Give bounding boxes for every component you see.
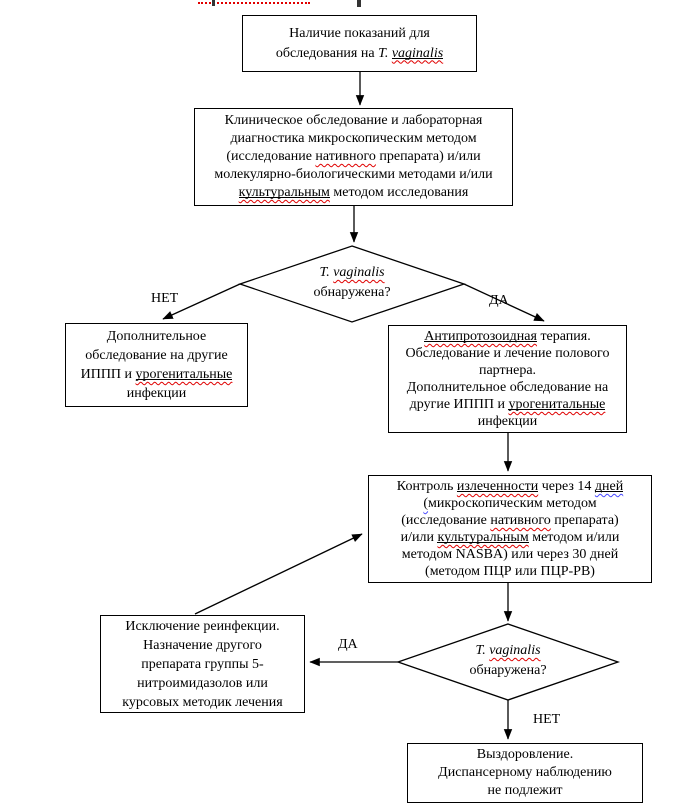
clipped-letter-fragment <box>357 0 361 7</box>
text-line <box>371 563 649 580</box>
text-segment: (методом ПЦР или ПЦР-РВ) <box>425 564 595 579</box>
text-segment: препарата) и/или <box>375 149 481 164</box>
underlined-term: культуральным <box>238 185 330 200</box>
grammar-flagged-word: дней <box>594 479 624 494</box>
text-line <box>391 328 624 345</box>
underlined-term: излеченности <box>456 479 539 494</box>
text-line <box>262 263 442 283</box>
text-segment: Наличие показаний для <box>289 25 430 41</box>
text-segment: (исследование <box>226 149 316 164</box>
text-line <box>68 327 245 346</box>
text-segment: методом NASBA) или через 30 дней <box>401 547 619 562</box>
text-line <box>68 365 245 384</box>
branch-label-yes: ДА <box>338 637 358 652</box>
text-line <box>410 764 640 782</box>
text-segment: методом и/или <box>528 530 620 545</box>
text-line <box>103 674 302 693</box>
reinfection-node <box>100 615 305 713</box>
text-line <box>371 495 649 512</box>
text-line <box>391 413 624 430</box>
text-line <box>391 345 624 362</box>
text-segment: нитроимидазолов или <box>137 675 268 691</box>
text-line <box>418 641 598 661</box>
text-segment: диагностика микроскопическим методом <box>230 131 477 146</box>
control-node <box>368 475 652 583</box>
text-line <box>262 283 442 303</box>
text-line <box>68 384 245 403</box>
text-segment: Дополнительное обследование на <box>406 380 609 395</box>
text-line <box>391 379 624 396</box>
underlined-term: урогенитальные <box>508 397 606 412</box>
text-segment: Обследование и лечение полового <box>405 346 610 361</box>
text-segment: и/или <box>400 530 438 545</box>
text-line <box>103 693 302 712</box>
underlined-term: Антипротозоидная <box>424 329 537 344</box>
decision1-text <box>262 263 442 303</box>
text-line <box>103 617 302 636</box>
species-abbrev: T. <box>475 643 490 658</box>
text-line <box>68 346 245 365</box>
control-node-text <box>369 478 651 580</box>
reinfection-node-text <box>101 617 304 712</box>
decision2-text <box>418 641 598 681</box>
species-abbrev: T. <box>319 265 334 280</box>
text-line <box>197 148 510 166</box>
text-segment: ИППП и <box>80 367 136 382</box>
text-segment: Диспансерному наблюдению <box>438 765 612 780</box>
text-segment: препарата группы 5- <box>141 656 264 672</box>
branch-label-no: НЕТ <box>533 712 561 727</box>
recovery-node <box>407 743 643 803</box>
negative-node-text <box>66 327 247 403</box>
species-name: vaginalis <box>489 643 541 658</box>
text-segment: методом исследования <box>329 185 469 200</box>
text-segment: Исключение реинфекции. <box>125 618 280 634</box>
text-line <box>410 746 640 764</box>
text-line <box>371 512 649 529</box>
exam-node-text <box>195 112 512 202</box>
recovery-node-text <box>408 746 642 800</box>
misspelled-word: нативного <box>315 149 376 164</box>
text-line <box>103 636 302 655</box>
text-segment: (исследование <box>401 513 491 528</box>
text-line <box>410 782 640 800</box>
text-segment: обследование на другие <box>85 348 228 363</box>
text-segment: обнаружена? <box>469 663 547 678</box>
branch-label-yes: ДА <box>489 293 509 308</box>
underlined-term: культуральным <box>437 530 529 545</box>
text-line <box>245 44 474 64</box>
text-segment: обследования на <box>275 45 379 61</box>
text-segment: Назначение другого <box>143 637 262 653</box>
text-line <box>391 396 624 413</box>
text-segment: инфекции <box>477 414 538 429</box>
text-line <box>197 130 510 148</box>
positive-node <box>388 325 627 433</box>
connector-reinfection-to-control <box>195 534 362 614</box>
text-line <box>103 655 302 674</box>
text-segment: молекулярно-биологическими методами и/или <box>214 167 493 182</box>
text-line <box>197 184 510 202</box>
text-segment: Дополнительное <box>106 329 207 344</box>
species-name: vaginalis <box>391 45 444 61</box>
text-segment: микроскопическим методом <box>428 496 597 511</box>
underlined-term: урогенитальные <box>135 367 233 382</box>
grammar-flagged-paren: ( <box>423 496 429 511</box>
species-name: vaginalis <box>333 265 385 280</box>
text-line <box>371 478 649 495</box>
text-segment: Выздоровление. <box>476 747 574 762</box>
text-segment: другие ИППП и <box>409 397 509 412</box>
text-segment: обнаружена? <box>313 285 391 300</box>
text-line <box>197 112 510 130</box>
text-line <box>371 529 649 546</box>
text-line <box>391 362 624 379</box>
negative-node <box>65 323 248 407</box>
branch-label-no: НЕТ <box>151 291 179 306</box>
exam-node <box>194 108 513 206</box>
start-node <box>242 15 477 72</box>
positive-node-text <box>389 328 626 430</box>
text-segment: Клиническое обследование и лабораторная <box>224 113 483 128</box>
text-segment: инфекции <box>126 386 187 401</box>
text-segment: терапия. <box>536 329 591 344</box>
clipped-letter-fragment <box>212 0 215 6</box>
text-line <box>371 546 649 563</box>
text-segment: Контроль <box>396 479 457 494</box>
text-segment: курсовых методик лечения <box>122 694 283 710</box>
species-abbrev: T. <box>378 45 392 61</box>
text-segment: препарата) <box>550 513 619 528</box>
text-line <box>418 661 598 681</box>
text-segment: через 14 <box>538 479 595 494</box>
misspelled-word: нативного <box>490 513 551 528</box>
start-node-text <box>243 24 476 64</box>
text-segment: партнера. <box>478 363 537 378</box>
text-segment: не подлежит <box>487 783 563 798</box>
text-line <box>197 166 510 184</box>
text-line <box>245 24 474 44</box>
